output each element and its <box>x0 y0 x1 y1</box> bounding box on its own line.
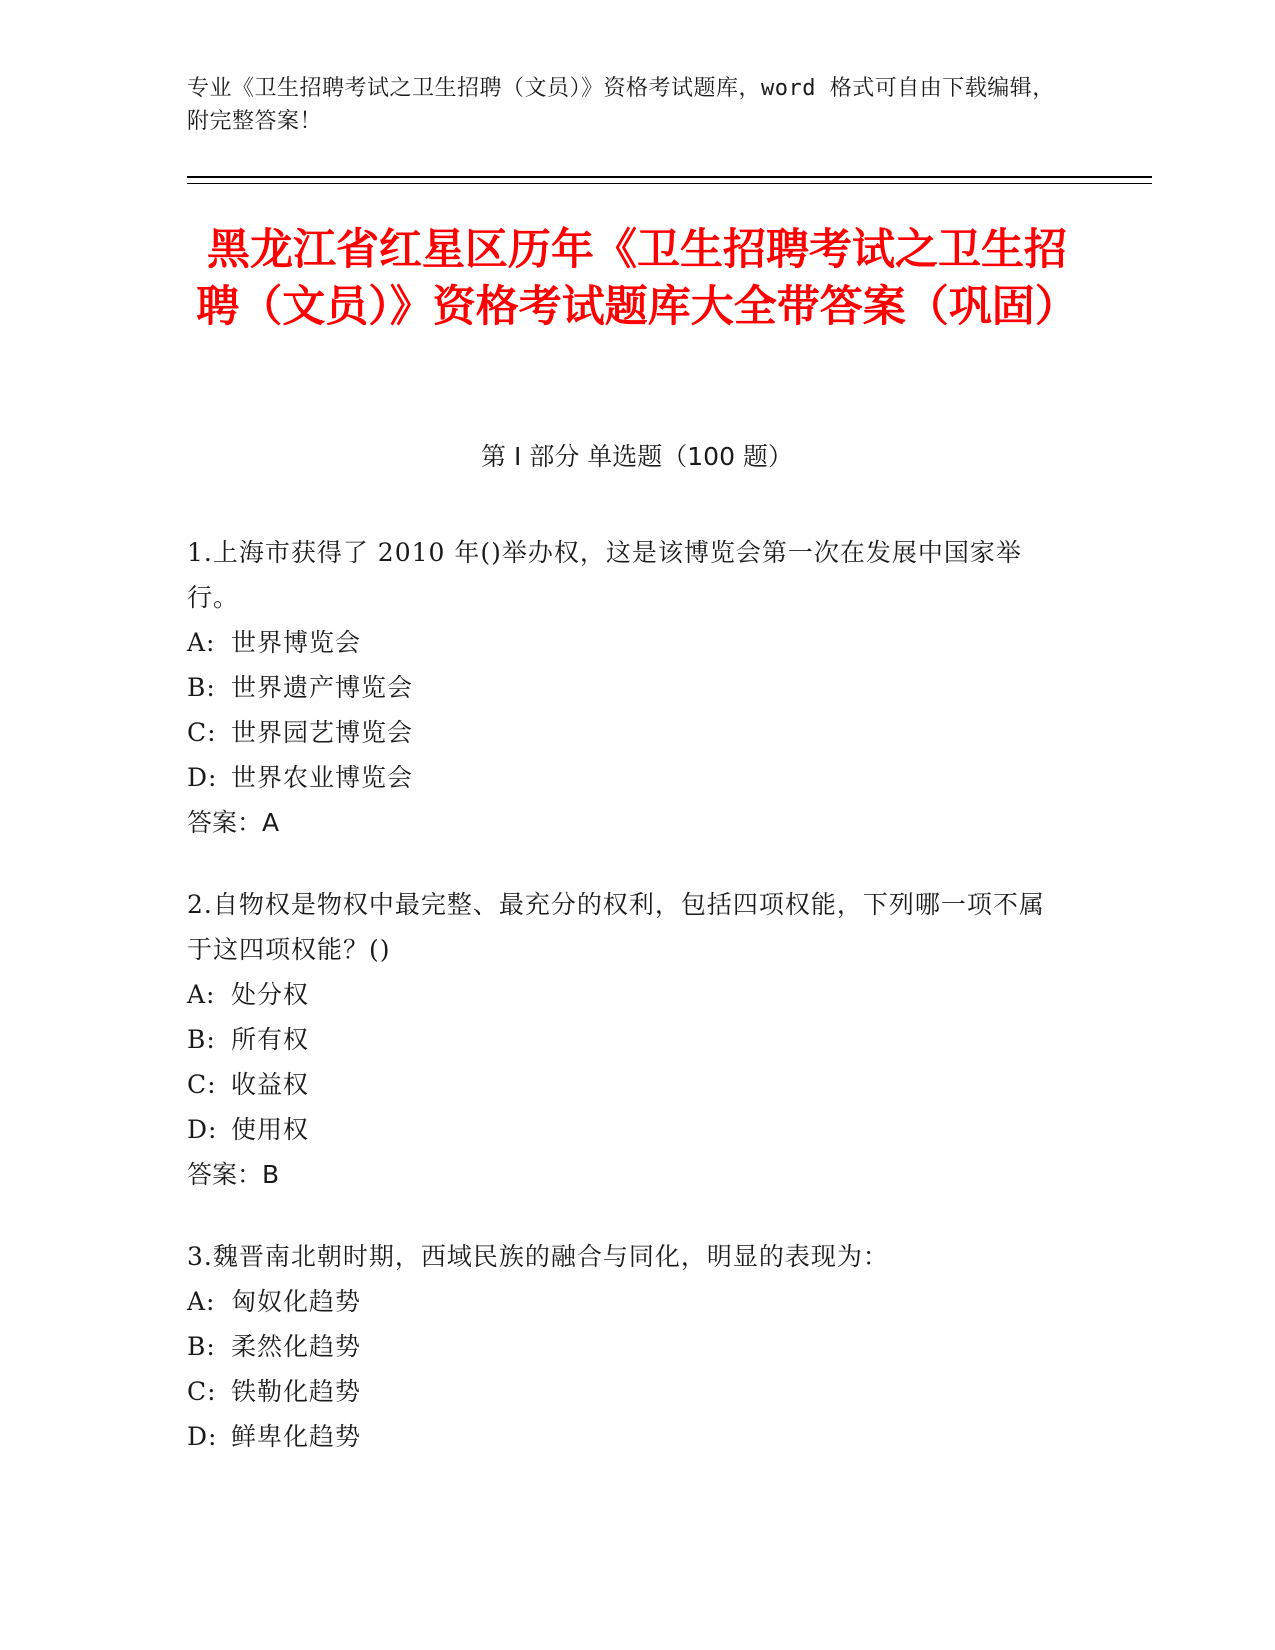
option-d <box>187 1107 1067 1152</box>
question-2 <box>187 882 1067 1197</box>
question-answer: 答案：A <box>187 808 280 837</box>
question-stem: 3.魏晋南北朝时期，西域民族的融合与同化，明显的表现为： <box>187 1242 889 1271</box>
option-text: 使用权 <box>231 1115 310 1144</box>
option-a <box>187 620 1067 665</box>
option-text: 鲜卑化趋势 <box>231 1422 362 1451</box>
option-key: B: <box>187 673 216 702</box>
option-text: 世界农业博览会 <box>231 763 414 792</box>
option-b <box>187 665 1067 710</box>
question-stem: 1.上海市获得了 2010 年()举办权，这是该博览会第一次在发展中国家举行。 <box>187 538 1022 612</box>
question-list <box>187 530 1067 1496</box>
option-key: A: <box>187 980 216 1009</box>
option-c <box>187 1369 1067 1414</box>
header-rule-thick <box>187 176 1152 178</box>
option-text: 柔然化趋势 <box>231 1332 362 1361</box>
option-a <box>187 1279 1067 1324</box>
option-text: 世界园艺博览会 <box>231 718 414 747</box>
header-rule-thin <box>187 183 1152 184</box>
option-b <box>187 1324 1067 1369</box>
question-stem: 2.自物权是物权中最完整、最充分的权利，包括四项权能，下列哪一项不属于这四项权能？() <box>187 890 1045 964</box>
question-1 <box>187 530 1067 845</box>
option-a <box>187 972 1067 1017</box>
question-3 <box>187 1234 1067 1459</box>
option-key: D: <box>187 763 218 792</box>
option-text: 世界遗产博览会 <box>231 673 414 702</box>
option-b <box>187 1017 1067 1062</box>
option-text: 处分权 <box>231 980 310 1009</box>
option-c <box>187 710 1067 755</box>
option-key: C: <box>187 1070 217 1099</box>
option-d <box>187 1414 1067 1459</box>
option-text: 世界博览会 <box>231 628 362 657</box>
option-key: A: <box>187 1287 216 1316</box>
question-answer: 答案：B <box>187 1160 280 1189</box>
section-title: 第 I 部分 单选题（100 题） <box>481 442 793 471</box>
option-text: 所有权 <box>231 1025 310 1054</box>
header-note: 专业《卫生招聘考试之卫生招聘（文员）》资格考试题库，word 格式可自由下载编辑，附完整答案！ <box>187 76 1055 134</box>
option-key: C: <box>187 718 217 747</box>
option-key: D: <box>187 1115 218 1144</box>
option-d <box>187 755 1067 800</box>
option-key: B: <box>187 1332 216 1361</box>
option-key: A: <box>187 628 216 657</box>
option-key: D: <box>187 1422 218 1451</box>
option-key: B: <box>187 1025 216 1054</box>
option-text: 匈奴化趋势 <box>231 1287 362 1316</box>
option-text: 收益权 <box>231 1070 310 1099</box>
option-text: 铁勒化趋势 <box>231 1377 362 1406</box>
option-c <box>187 1062 1067 1107</box>
option-key: C: <box>187 1377 217 1406</box>
document-title: 黑龙江省红星区历年《卫生招聘考试之卫生招聘（文员）》资格考试题库大全带答案（巩固） <box>196 225 1078 332</box>
